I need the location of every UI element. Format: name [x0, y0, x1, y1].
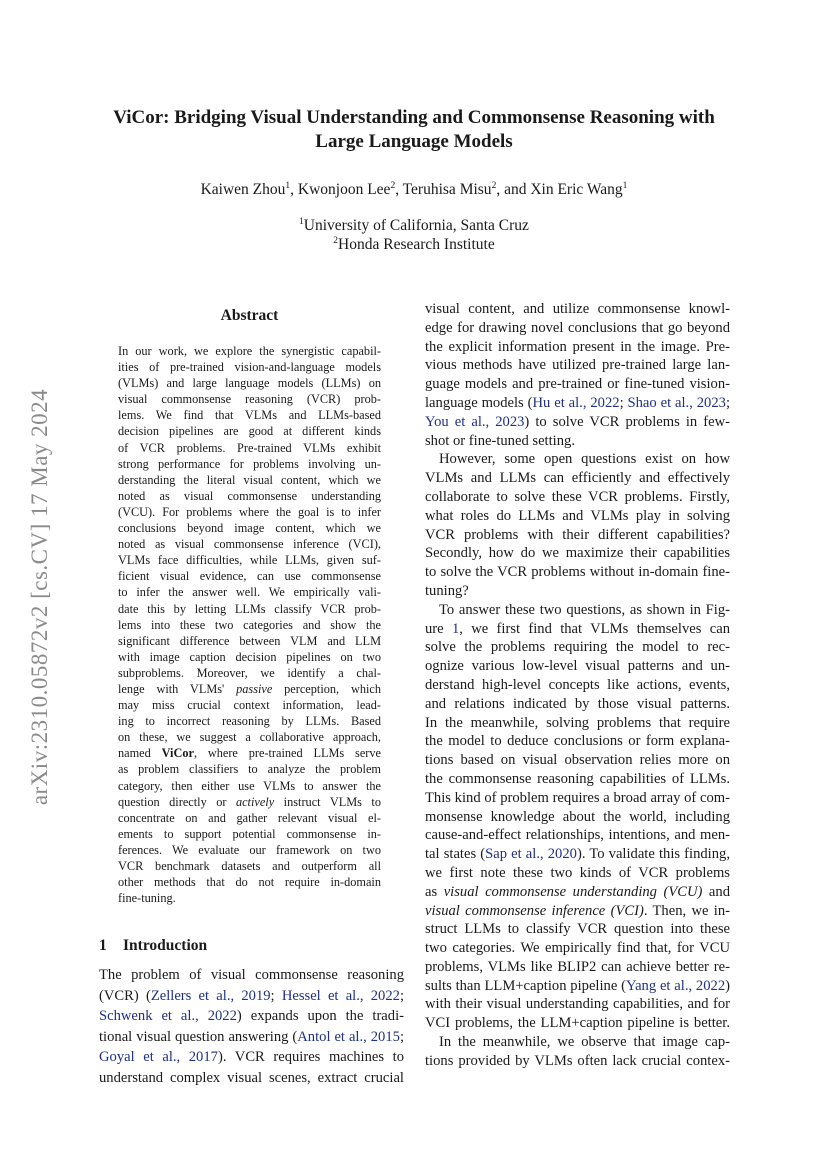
text-line: In the meanwhile, we observe that image cap-: [439, 1034, 730, 1051]
text-line: derstanding the literal visual content, which we: [118, 472, 381, 487]
text-line: we first note these two kinds of VCR problems: [425, 864, 730, 881]
author-name: Teruhisa Misu: [402, 181, 492, 198]
text-line: visual content, and utilize commonsense knowl-: [425, 301, 730, 317]
text-line: VCR benchmark datasets and outperform all: [118, 859, 381, 873]
text-line: problems, VLMs like BLIP2 can achieve better re-: [425, 958, 730, 975]
text-line: collaborate to solve these VCR problems. Firstly,: [425, 488, 730, 505]
text-line: The problem of visual commonsense reasoning: [99, 967, 404, 983]
citation-link[interactable]: Hessel et al., 2022: [281, 987, 400, 1004]
text-line: question directly or actively instruct VLMs to: [118, 794, 381, 809]
text-line: the explicit information present in the image. Pre-: [425, 338, 730, 355]
text-line: monsense knowledge about the world, including: [425, 808, 730, 825]
author-separator: ,: [290, 181, 298, 198]
section-heading: [99, 937, 207, 955]
text-line: Goyal et al., 2017). VCR requires machines to: [99, 1049, 404, 1066]
author-name: Kaiwen Zhou: [200, 181, 286, 198]
citation-link[interactable]: Shao et al., 2023: [627, 394, 726, 411]
author-affiliation-mark: 2: [390, 181, 396, 191]
text-line: strong performance for problems involving un-: [118, 456, 381, 471]
text-line: visual commonsense inference (VCI). Then, we in-: [425, 902, 730, 919]
citation-link[interactable]: Hu et al., 2022: [532, 394, 620, 411]
text-line: date this by letting LLMs classify VCR prob-: [118, 601, 381, 616]
text-line: of VCR problems. Pre-trained VLMs exhibit: [118, 440, 381, 455]
text-line: visual commonsense reasoning (VCR) prob-: [118, 392, 381, 407]
emphasized-text: passive: [236, 681, 273, 696]
text-line: (VCR) (Zellers et al., 2019; Hessel et al., 2022;: [99, 987, 405, 1004]
text-line: vious methods have utilized pre-trained large lan-: [425, 357, 730, 374]
affiliation-mark: 1: [299, 217, 304, 227]
text-line: language models (Hu et al., 2022; Shao et al., 2023;: [425, 394, 730, 411]
text-line: to solve the VCR problems without in-domain fine-: [425, 564, 730, 581]
text-line: derstand high-level concepts like actions, events,: [425, 676, 730, 693]
text-line: VLMs face difficulties, while LLMs, given suf-: [118, 553, 381, 568]
text-line: significant difference between VLM and LLM: [118, 633, 381, 648]
text-line: tal states (Sap et al., 2020). To validate this finding,: [425, 846, 730, 863]
introduction-body: [99, 965, 404, 1089]
text-line: This kind of problem requires a broad array of com-: [425, 789, 730, 806]
author-name: Kwonjoon Lee: [297, 181, 391, 198]
affiliation-mark: 2: [333, 236, 339, 246]
text-line: VLMs and LLMs can efficiently and effectively: [425, 470, 730, 487]
citation-link[interactable]: 1: [451, 620, 460, 637]
arxiv-identifier-text: arXiv:2310.05872v2 [cs.CV] 17 May 2024: [27, 388, 53, 806]
text-line: solve the problems requiring the model to rec-: [425, 639, 730, 656]
text-line: (VCU). For problems where the goal is to infer: [118, 504, 381, 519]
author-list: [90, 180, 738, 200]
text-line: ure 1, we first find that VLMs themselves can: [425, 620, 730, 637]
text-line: two categories. We empirically find that, for VCU: [425, 940, 730, 957]
text-line: shot or fine-tuned setting.: [425, 432, 575, 449]
affiliation-list: [90, 216, 738, 254]
text-line: tuning?: [425, 582, 469, 599]
text-line: to infer the answer well. We empirically vali-: [118, 585, 381, 600]
text-line: with image caption decision pipelines on two: [118, 649, 381, 664]
emphasized-text: actively: [235, 794, 275, 809]
text-line: subproblems. Moreover, we identify a chal-: [118, 665, 381, 680]
citation-link[interactable]: Zellers et al., 2019: [150, 987, 271, 1004]
abstract-body: [118, 343, 381, 906]
text-line: noted as visual commonsense inference (VCI),: [118, 537, 381, 552]
text-line: cause-and-effect relationships, intentions, and men-: [425, 827, 730, 844]
text-line: Secondly, how do we maximize their capabilities: [425, 545, 730, 562]
text-line: what roles do LLMs and VLMs play in solving: [425, 507, 730, 524]
text-line: tions provided by VLMs often lack crucial contex-: [425, 1052, 730, 1069]
text-line: lenge with VLMs' passive perception, which: [118, 681, 382, 696]
text-line: fine-tuning.: [118, 891, 176, 906]
citation-link[interactable]: Goyal et al., 2017: [99, 1049, 218, 1066]
affiliation-name: Honda Research Institute: [338, 236, 495, 253]
author-affiliation-mark: 1: [285, 181, 291, 191]
text-line: on these, we suggest a collaborative approach,: [118, 730, 381, 745]
author-affiliation-mark: 1: [622, 181, 628, 191]
text-line: You et al., 2023) to solve VCR problems in few-: [425, 413, 730, 430]
text-line: VCI problems, the LLM+caption pipeline is better.: [425, 1015, 730, 1032]
text-line: edge for drawing novel conclusions that go beyond: [425, 319, 730, 336]
section-number: 1: [99, 937, 107, 954]
text-line: as problem classifiers to analyze the problem: [118, 762, 381, 777]
emphasized-text: visual commonsense understanding (VCU): [443, 883, 703, 900]
citation-link[interactable]: Sap et al., 2020: [485, 846, 577, 863]
paper-title-line-1: ViCor: Bridging Visual Understanding and Commonsense Reasoning with: [113, 107, 715, 128]
section-title: Introduction: [123, 937, 208, 954]
bold-text: ViCor: [161, 746, 194, 761]
text-line: lems into these two categories and show the: [118, 617, 381, 632]
text-line: ements to support potential commonsense in-: [118, 826, 381, 841]
text-line: lems. We find that VLMs and LLMs-based: [118, 408, 381, 423]
text-line: conclusions beyond image content, which we: [118, 521, 381, 536]
text-line: sults than LLM+caption pipeline (Yang et al., 2022): [425, 977, 730, 994]
text-line: ficient visual evidence, can use commonsense: [118, 569, 381, 584]
text-line: concentrate on and gather relevant visual el-: [118, 810, 381, 825]
text-line: tions based on visual observation relies more on: [425, 752, 730, 769]
text-line: other methods that do not require in-domain: [118, 875, 381, 890]
paper-title: [90, 106, 738, 154]
text-line: the model to deduce conclusions or form explana-: [425, 733, 730, 750]
text-line: may miss crucial context information, lead-: [118, 698, 381, 713]
text-line: category, then either use VLMs to answer the: [118, 778, 381, 793]
text-line: guage models and pre-trained or fine-tuned vision-: [425, 376, 730, 393]
author-separator: , and: [496, 181, 531, 198]
citation-link[interactable]: Antol et al., 2015: [297, 1028, 400, 1045]
text-line: noted as visual commonsense understanding: [118, 488, 381, 503]
citation-link[interactable]: Schwenk et al., 2022: [99, 1008, 237, 1025]
text-line: decision pipelines are good at different kinds: [118, 424, 381, 439]
text-line: ognize various low-level visual patterns and un-: [425, 658, 730, 675]
text-line: Schwenk et al., 2022) expands upon the tradi-: [99, 1008, 404, 1025]
text-line: In our work, we explore the synergistic capabil-: [118, 344, 381, 358]
paper-title-line-2: Large Language Models: [315, 131, 513, 152]
citation-link[interactable]: Yang et al., 2022: [626, 977, 726, 994]
text-line: ferences. We evaluate our framework on two: [118, 842, 381, 857]
citation-link[interactable]: You et al., 2023: [425, 413, 525, 430]
text-line: In the meanwhile, solving problems that require: [425, 714, 730, 731]
abstract-heading: Abstract: [220, 307, 279, 324]
text-line: ities of pre-trained vision-and-language models: [118, 360, 381, 375]
text-line: To answer these two questions, as shown in Fig-: [439, 601, 730, 618]
text-line: as visual commonsense understanding (VCU) and: [425, 883, 730, 900]
right-column-body: [425, 300, 730, 1071]
affiliation: [90, 235, 738, 254]
text-line: (VLMs) and large language models (LLMs) on: [118, 376, 381, 391]
text-line: tional visual question answering (Antol et al., 2015;: [99, 1028, 404, 1045]
text-line: named ViCor, where pre-trained LLMs serve: [118, 746, 381, 761]
author-affiliation-mark: 2: [491, 181, 497, 191]
affiliation-name: University of California, Santa Cruz: [303, 217, 529, 234]
text-line: with their visual understanding capabilities, and for: [425, 996, 730, 1013]
affiliation: [90, 216, 738, 235]
text-line: and relations indicated by those visual patterns.: [425, 695, 730, 712]
author-name: Xin Eric Wang: [530, 181, 623, 198]
text-line: the commonsense reasoning capabilities of LLMs.: [425, 770, 730, 787]
arxiv-identifier: [28, 352, 52, 842]
text-line: However, some open questions exist on how: [439, 451, 730, 468]
text-line: struct LLMs to classify VCR question into these: [425, 921, 730, 938]
text-line: ing to incorrect reasoning by LLMs. Based: [118, 714, 381, 729]
author-separator: ,: [395, 181, 403, 198]
text-line: understand complex visual scenes, extract crucial: [99, 1069, 404, 1086]
text-line: VCR problems with their different capabilities?: [425, 526, 730, 543]
emphasized-text: visual commonsense inference (VCI): [425, 902, 644, 919]
